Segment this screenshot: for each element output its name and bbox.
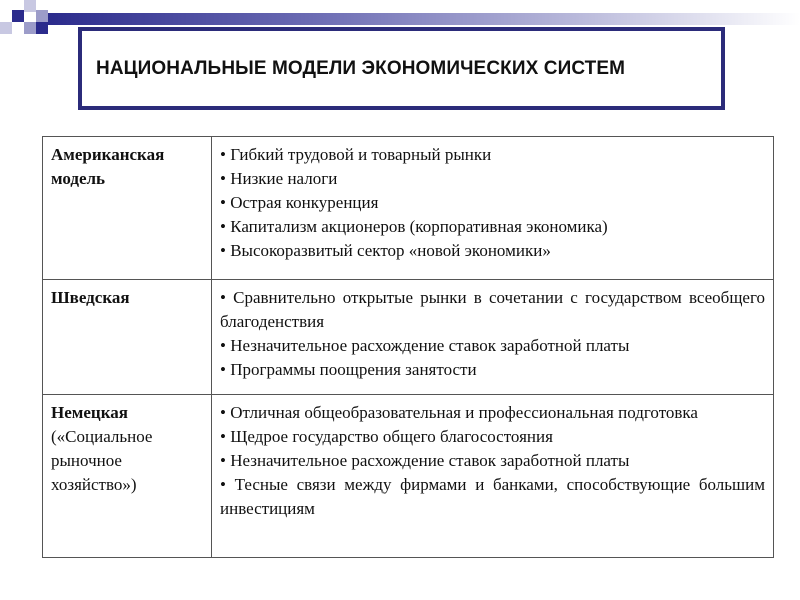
feature-item bbox=[220, 239, 765, 263]
feature-text: Тесные связи между фирмами и банками, способствующие большим инвестициям bbox=[220, 475, 765, 518]
feature-text: Незначительное расхождение ставок заработной платы bbox=[230, 451, 630, 470]
model-note-line: рыночное bbox=[51, 451, 122, 470]
feature-text: Низкие налоги bbox=[230, 169, 338, 188]
title-frame bbox=[78, 27, 725, 110]
feature-text: Незначительное расхождение ставок заработной платы bbox=[230, 336, 630, 355]
bullet-icon: • bbox=[220, 193, 226, 212]
model-note-line: хозяйство») bbox=[51, 475, 137, 494]
decor-square bbox=[0, 22, 12, 34]
model-name-cell bbox=[43, 137, 212, 280]
bullet-icon: • bbox=[220, 169, 226, 188]
feature-item bbox=[220, 473, 765, 521]
feature-text: Острая конкуренция bbox=[230, 193, 379, 212]
model-name-cell bbox=[43, 395, 212, 558]
feature-text: Гибкий трудовой и товарный рынки bbox=[230, 145, 492, 164]
bullet-icon: • bbox=[220, 217, 226, 236]
economic-models-table bbox=[42, 136, 774, 558]
model-name-cell bbox=[43, 280, 212, 395]
model-features-cell bbox=[212, 137, 774, 280]
bullet-icon: • bbox=[220, 241, 226, 260]
feature-item bbox=[220, 358, 765, 382]
decor-square bbox=[24, 22, 36, 34]
bullet-icon: • bbox=[220, 145, 226, 164]
model-name bbox=[51, 286, 203, 310]
table-row bbox=[43, 395, 774, 558]
feature-text: Высокоразвитый сектор «новой экономики» bbox=[230, 241, 551, 260]
model-name-line: модель bbox=[51, 169, 106, 188]
decor-square bbox=[24, 0, 36, 12]
feature-text: Щедрое государство общего благосостояния bbox=[230, 427, 553, 446]
feature-item bbox=[220, 215, 765, 239]
decor-square bbox=[36, 22, 48, 34]
bullet-icon: • bbox=[220, 360, 226, 379]
table-row bbox=[43, 280, 774, 395]
bullet-icon: • bbox=[220, 427, 226, 446]
bullet-icon: • bbox=[220, 451, 226, 470]
feature-item bbox=[220, 191, 765, 215]
model-name-line: Шведская bbox=[51, 288, 130, 307]
model-name bbox=[51, 401, 203, 425]
bullet-icon: • bbox=[220, 288, 226, 307]
feature-item bbox=[220, 334, 765, 358]
feature-item bbox=[220, 286, 765, 334]
feature-text: Сравнительно открытые рынки в сочетании с государством всеобщего благоденствия bbox=[220, 288, 766, 331]
page-title: НАЦИОНАЛЬНЫЕ МОДЕЛИ ЭКОНОМИЧЕСКИХ СИСТЕМ bbox=[96, 57, 626, 79]
table-row bbox=[43, 137, 774, 280]
model-name-line: Американская bbox=[51, 145, 165, 164]
feature-text: Отличная общеобразовательная и профессиональная подготовка bbox=[230, 403, 698, 422]
header-gradient-stripe bbox=[48, 13, 800, 25]
bullet-icon: • bbox=[220, 475, 226, 494]
feature-item bbox=[220, 425, 765, 449]
decor-square bbox=[12, 10, 24, 22]
feature-text: Программы поощрения занятости bbox=[230, 360, 477, 379]
feature-item bbox=[220, 167, 765, 191]
feature-item bbox=[220, 143, 765, 167]
model-features-cell bbox=[212, 395, 774, 558]
model-note-line: («Социальное bbox=[51, 427, 153, 446]
feature-text: Капитализм акционеров (корпоративная экономика) bbox=[230, 217, 608, 236]
feature-item bbox=[220, 401, 765, 425]
bullet-icon: • bbox=[220, 336, 226, 355]
model-name bbox=[51, 143, 203, 191]
bullet-icon: • bbox=[220, 403, 226, 422]
decor-square bbox=[36, 10, 48, 22]
model-name-line: Немецкая bbox=[51, 403, 128, 422]
feature-item bbox=[220, 449, 765, 473]
model-features-cell bbox=[212, 280, 774, 395]
model-note bbox=[51, 425, 203, 497]
